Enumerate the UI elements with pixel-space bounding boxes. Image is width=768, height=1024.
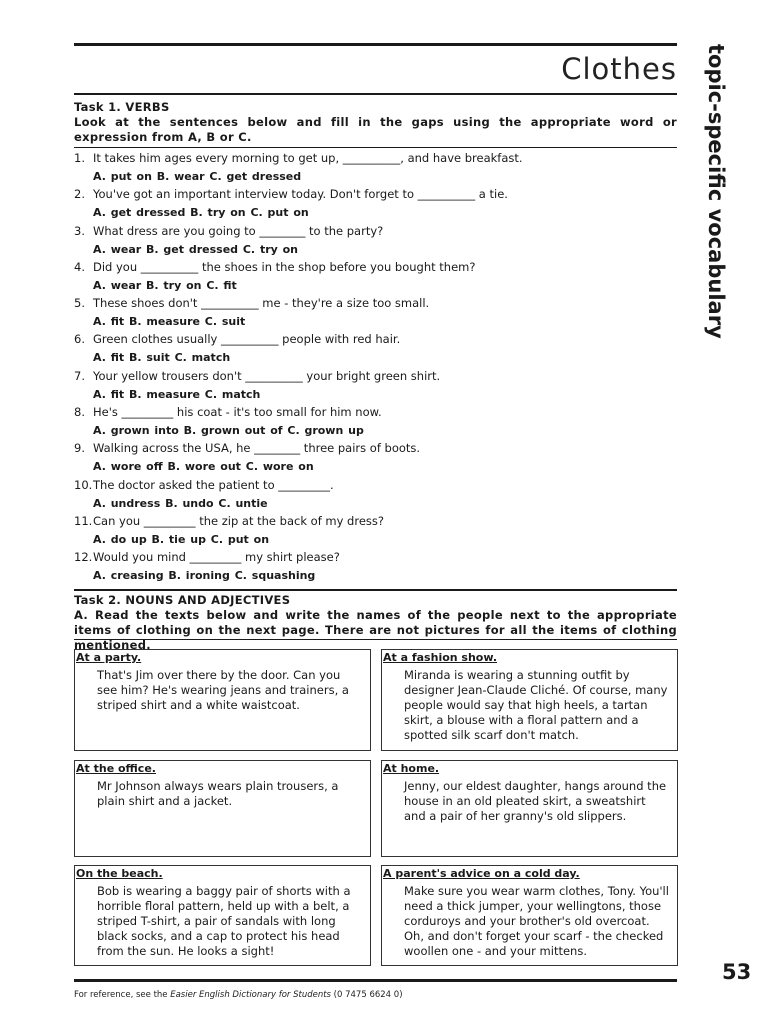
question-options: A. get dressed B. try on C. put on (93, 206, 309, 220)
question-item (74, 550, 677, 586)
task2-header (74, 593, 677, 653)
question-text: You've got an important interview today. Don't forget to __________ a tie. (93, 187, 508, 202)
footer-prefix: For reference, see the (74, 990, 171, 1000)
footer-book-title: Easier English Dictionary for Students (170, 990, 331, 1000)
box-title: At home. (383, 762, 440, 775)
box-text: Mr Johnson always wears plain trousers, a plain shirt and a jacket. (97, 779, 339, 808)
question-item (74, 187, 677, 223)
question-options: A. put on B. wear C. get dressed (93, 170, 302, 183)
question-item (74, 332, 677, 368)
box-title: At a party. (76, 651, 142, 664)
text-box-fashion-show (381, 649, 678, 751)
question-number: 6. (74, 332, 85, 347)
box-text: Miranda is wearing a stunning outfit by designer Jean-Claude Cliché. Of course, many people would say that high heels, a tartan skirt, a blouse with a floral pattern and a spotted silk scarf don't match. (404, 668, 668, 742)
box-text: That's Jim over there by the door. Can you see him? He's wearing jeans and trainers, a striped shirt and a white waistcoat. (97, 668, 349, 712)
question-options: A. grown into B. grown out of C. grown up (93, 424, 364, 438)
page-title: Clothes (561, 52, 677, 86)
question-text: Did you __________ the shoes in the shop before you bought them? (93, 259, 476, 274)
question-number: 2. (74, 187, 85, 202)
question-text: Green clothes usually __________ people with red hair. (93, 332, 401, 347)
question-options: A. fit B. measure C. match (93, 387, 261, 401)
question-options: A. wore off B. wore out C. wore on (93, 460, 314, 474)
question-number: 10. (74, 477, 93, 492)
question-item (74, 151, 677, 187)
question-number: 5. (74, 296, 85, 311)
task1-question-list (74, 151, 677, 587)
footer-reference (74, 990, 403, 1000)
question-number: 4. (74, 259, 85, 274)
question-options: A. fit B. suit C. match (93, 351, 231, 365)
question-item (74, 369, 677, 405)
question-item (74, 405, 677, 441)
bottom-rule (74, 979, 677, 982)
top-rule (74, 43, 677, 46)
box-text: Jenny, our eldest daughter, hangs around the house in an old pleated skirt, a sweatshirt and a pair of her granny's old slippers. (404, 779, 667, 823)
question-text: Walking across the USA, he ________ three pairs of boots. (93, 441, 421, 456)
question-item (74, 296, 677, 332)
question-text: Can you _________ the zip at the back of my dress? (93, 513, 384, 528)
question-number: 12. (74, 550, 93, 565)
task2-label: Task 2. NOUNS AND ADJECTIVES (74, 593, 291, 607)
question-options: A. creasing B. ironing C. squashing (93, 569, 316, 583)
question-text: These shoes don't __________ me - they're a size too small. (93, 296, 430, 311)
question-number: 7. (74, 368, 85, 383)
question-number: 1. (74, 151, 85, 165)
footer-suffix: (0 7475 6624 0) (330, 990, 403, 1000)
task1-instructions-rule (74, 147, 677, 148)
box-text: Make sure you wear warm clothes, Tony. You'll need a thick jumper, your wellingtons, those corduroys and your brother's old overcoat. Oh, and don't forget your scarf - the checked woollen one - and your mittens. (404, 884, 669, 958)
question-text: He's _________ his coat - it's too small for him now. (93, 405, 382, 420)
question-options: A. wear B. get dressed C. try on (93, 242, 299, 256)
box-title: At the office. (76, 762, 156, 775)
task2-instructions: A. Read the texts below and write the names of the people next to the appropriate items of clothing on the next page. There are not pictures for all the items of clothing mentioned. (74, 608, 677, 652)
question-options: A. fit B. measure C. suit (93, 315, 246, 329)
text-box-beach (74, 865, 371, 966)
text-box-office (74, 760, 371, 857)
question-options: A. undress B. undo C. untie (93, 496, 268, 510)
question-text: The doctor asked the patient to _________. (93, 477, 334, 492)
box-title: On the beach. (76, 867, 163, 880)
question-item (74, 260, 677, 296)
question-text: What dress are you going to ________ to the party? (93, 223, 384, 238)
task2-top-rule (74, 589, 677, 591)
question-number: 8. (74, 405, 85, 420)
task1-instructions: Look at the sentences below and fill in the gaps using the appropriate word or expression from A, B or C. (74, 115, 677, 144)
title-rule (74, 93, 677, 95)
question-options: A. do up B. tie up C. put on (93, 532, 270, 546)
box-text: Bob is wearing a baggy pair of shorts with a horrible floral pattern, held up with a belt, a striped T-shirt, a pair of sandals with long black socks, and a cap to protect his head from the sun. He looks a sight! (97, 884, 351, 958)
question-number: 3. (74, 223, 85, 238)
task1-label: Task 1. VERBS (74, 100, 170, 114)
question-number: 9. (74, 441, 85, 456)
box-title: A parent's advice on a cold day. (383, 867, 580, 880)
question-item (74, 478, 677, 514)
text-box-home (381, 760, 678, 857)
box-title: At a fashion show. (383, 651, 498, 664)
question-text: Your yellow trousers don't __________ your bright green shirt. (93, 368, 441, 383)
question-number: 11. (74, 513, 93, 528)
question-options: A. wear B. try on C. fit (93, 278, 237, 292)
question-item (74, 441, 677, 477)
page-number: 53 (722, 960, 752, 984)
question-text: Would you mind _________ my shirt please? (93, 550, 340, 565)
side-section-title: topic-specific vocabulary (704, 44, 728, 339)
question-item (74, 514, 677, 550)
question-text: It takes him ages every morning to get up, __________, and have breakfast. (93, 151, 523, 165)
question-item (74, 224, 677, 260)
task1-header (74, 100, 677, 145)
text-box-parent-advice (381, 865, 678, 966)
text-box-party (74, 649, 371, 751)
